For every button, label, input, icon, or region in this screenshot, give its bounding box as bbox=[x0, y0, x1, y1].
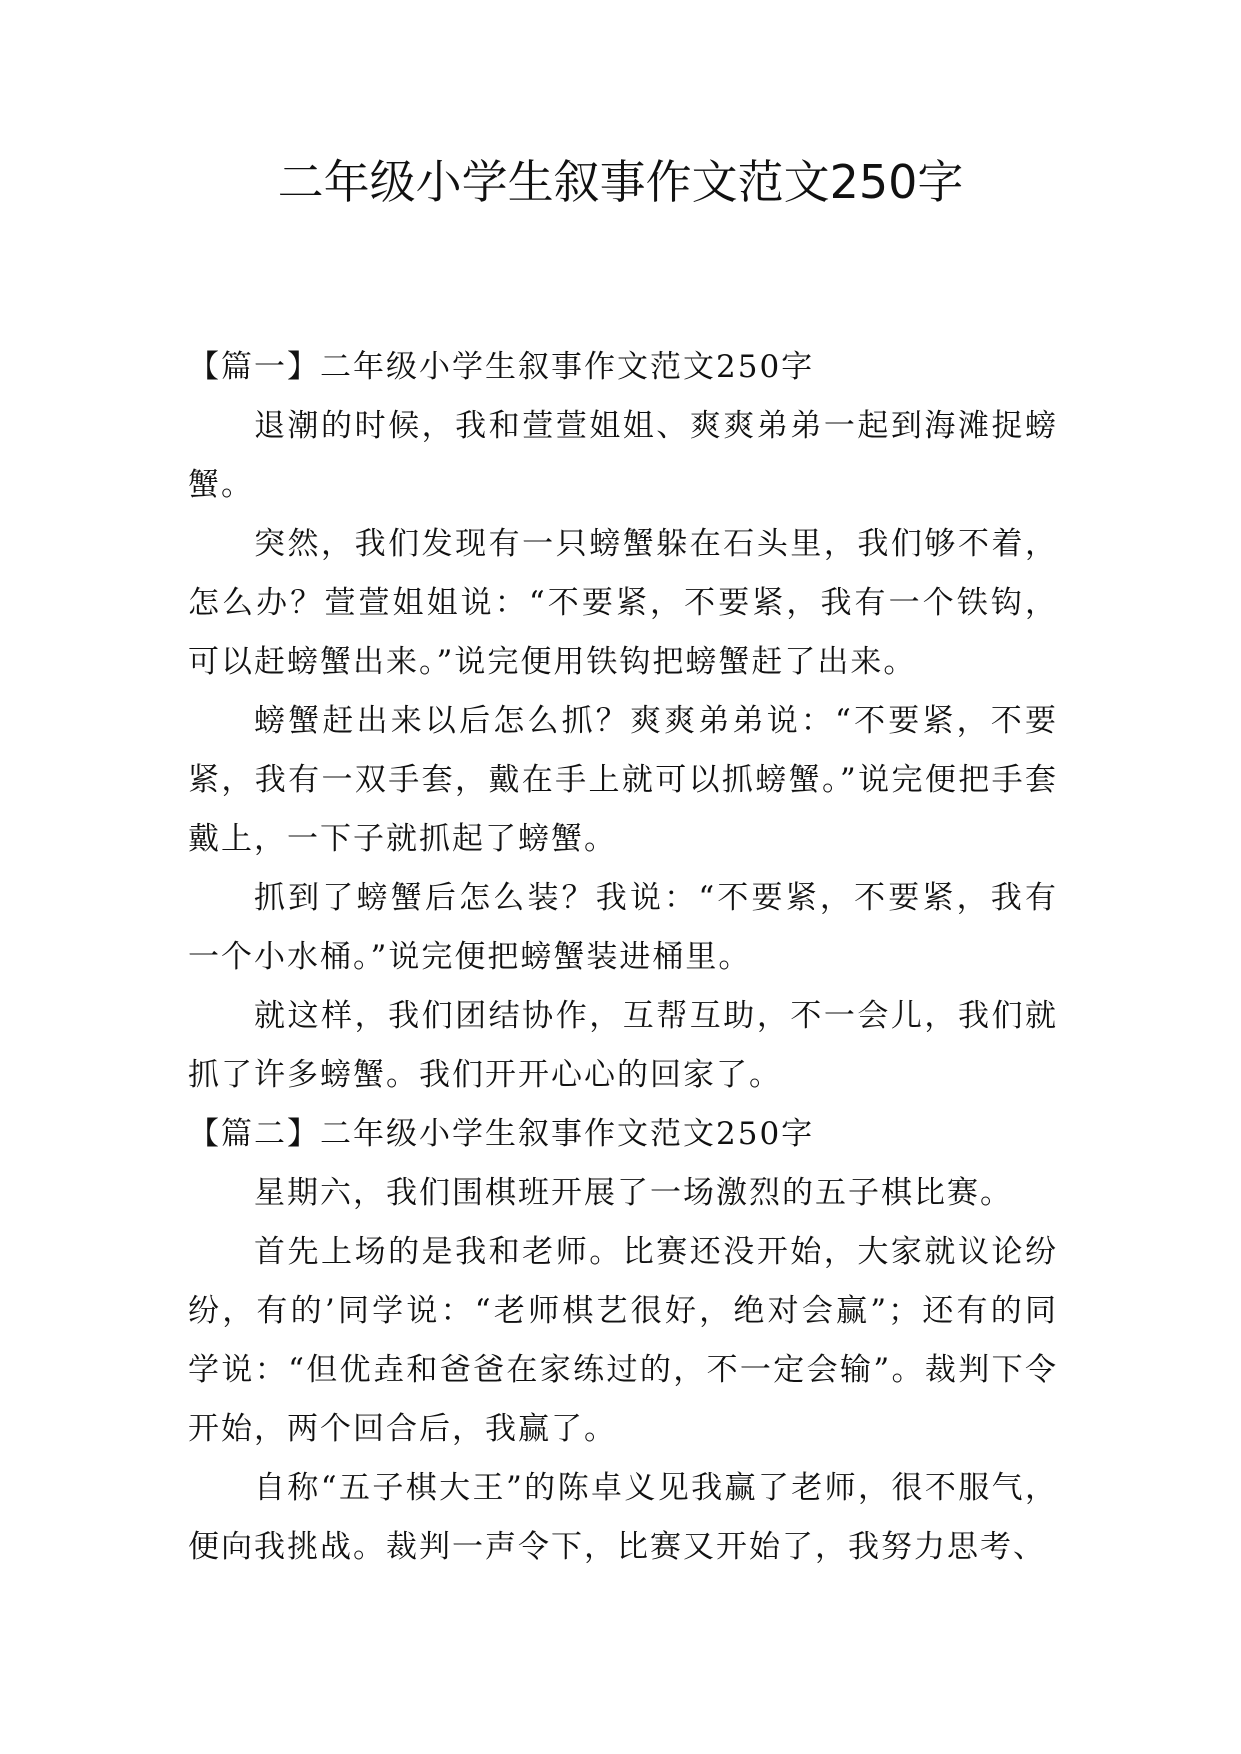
paragraph: 退潮的时候，我和萱萱姐姐、爽爽弟弟一起到海滩捉螃蟹。 bbox=[188, 408, 1058, 503]
document-title: 二年级小学生叙事作文范文250字 bbox=[277, 155, 964, 209]
section-heading-1: 【篇一】二年级小学生叙事作文范文250字 bbox=[188, 349, 815, 385]
paragraph: 自称“五子棋大王”的陈卓义见我赢了老师，很不服气，便向我挑战。裁判一声令下，比赛又开始了，我努力思考、 bbox=[188, 1470, 1058, 1565]
paragraph: 螃蟹赶出来以后怎么抓？爽爽弟弟说：“不要紧，不要紧，我有一双手套，戴在手上就可以抓螃蟹。”说完便把手套戴上，一下子就抓起了螃蟹。 bbox=[188, 703, 1058, 857]
document-body bbox=[188, 338, 1058, 1577]
section-heading-2: 【篇二】二年级小学生叙事作文范文250字 bbox=[188, 1116, 815, 1152]
paragraph: 突然，我们发现有一只螃蟹躲在石头里，我们够不着，怎么办？萱萱姐姐说：“不要紧，不要紧，我有一个铁钩，可以赶螃蟹出来。”说完便用铁钩把螃蟹赶了出来。 bbox=[188, 526, 1058, 680]
paragraph: 就这样，我们团结协作，互帮互助，不一会儿，我们就抓了许多螃蟹。我们开开心心的回家了。 bbox=[188, 998, 1058, 1093]
paragraph: 星期六，我们围棋班开展了一场激烈的五子棋比赛。 bbox=[254, 1175, 1013, 1211]
paragraph: 首先上场的是我和老师。比赛还没开始，大家就议论纷纷，有的’同学说：“老师棋艺很好，绝对会赢”；还有的同学说：“但优垚和爸爸在家练过的，不一定会输”。裁判下令开始，两个回合后，我赢了。 bbox=[188, 1234, 1058, 1447]
paragraph: 抓到了螃蟹后怎么装？我说：“不要紧，不要紧，我有一个小水桶。”说完便把螃蟹装进桶里。 bbox=[188, 880, 1058, 975]
